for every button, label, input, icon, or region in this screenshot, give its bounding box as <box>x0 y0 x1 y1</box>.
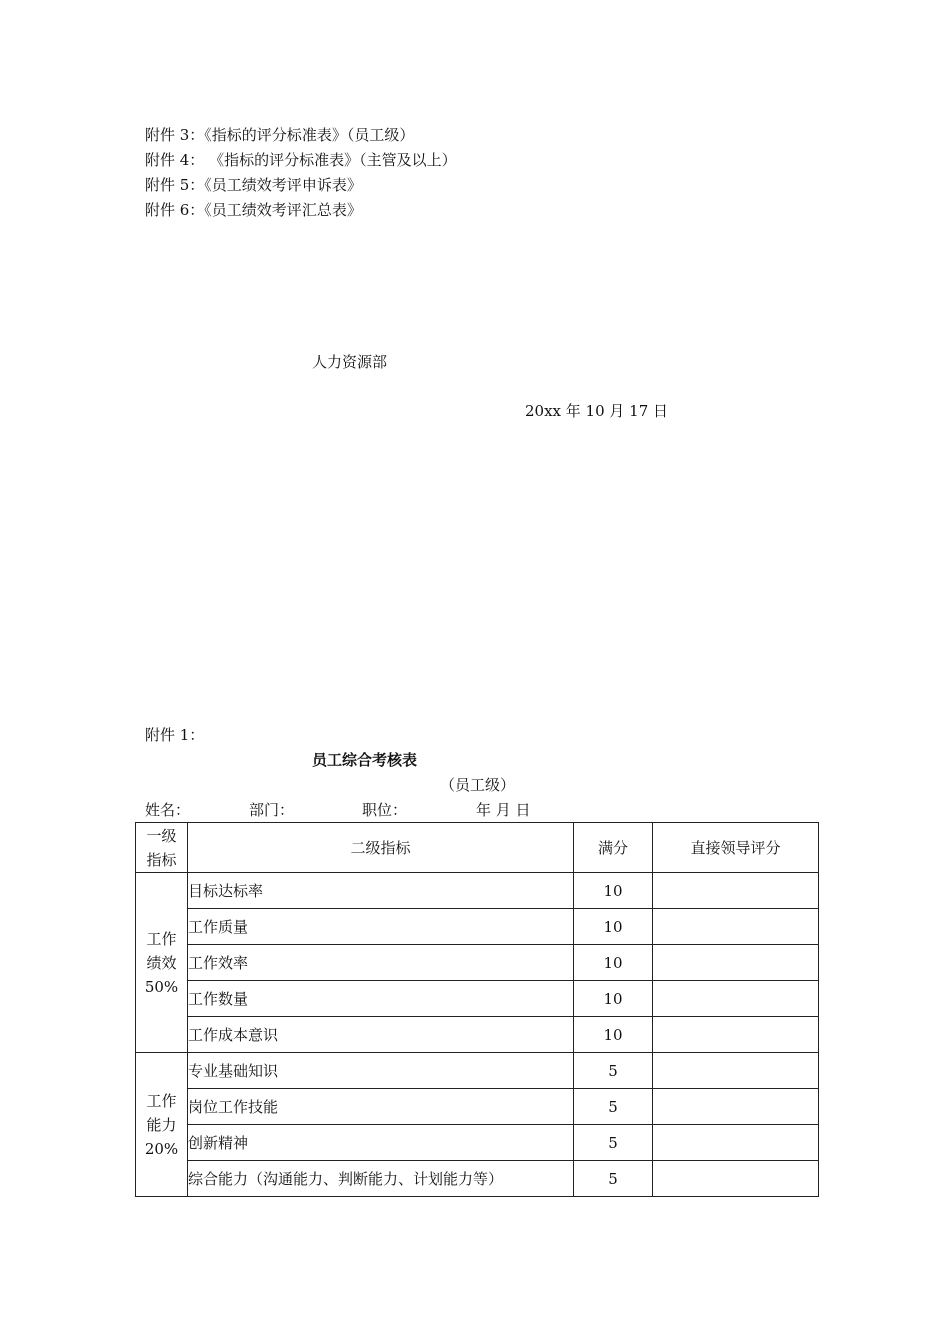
field-position-label: 职位： <box>362 801 408 819</box>
item-full-score: 5 <box>574 1125 653 1161</box>
group-performance-line1: 工作 <box>146 929 177 948</box>
signature-department: 人力资源部 <box>312 353 388 371</box>
item-label: 工作质量 <box>188 909 574 945</box>
header-supervisor-score: 直接领导评分 <box>653 823 819 873</box>
header-level2: 二级指标 <box>188 823 574 873</box>
item-rating-cell[interactable] <box>653 1053 819 1089</box>
table-row <box>136 981 819 1017</box>
item-full-score: 5 <box>574 1089 653 1125</box>
group-ability <box>136 1053 188 1197</box>
form-attachment-label: 附件 1： <box>145 726 205 744</box>
table-row <box>136 909 819 945</box>
item-label: 岗位工作技能 <box>188 1089 574 1125</box>
group-performance-line2: 绩效 <box>146 953 177 972</box>
header-level1-line2: 指标 <box>146 850 177 869</box>
group-performance <box>136 873 188 1053</box>
group-ability-weight: 20% <box>144 1139 179 1158</box>
item-full-score: 5 <box>574 1053 653 1089</box>
item-label: 专业基础知识 <box>188 1053 574 1089</box>
item-rating-cell[interactable] <box>653 1089 819 1125</box>
item-label: 工作数量 <box>188 981 574 1017</box>
table-row <box>136 1089 819 1125</box>
table-row <box>136 1017 819 1053</box>
attachment-4: 附件 4： 《指标的评分标准表》（主管及以上） <box>145 151 457 169</box>
item-rating-cell[interactable] <box>653 945 819 981</box>
item-rating-cell[interactable] <box>653 981 819 1017</box>
field-name-label: 姓名： <box>145 801 191 819</box>
group-ability-line2: 能力 <box>146 1115 177 1134</box>
form-subtitle: （员工级） <box>440 776 516 794</box>
item-label: 创新精神 <box>188 1125 574 1161</box>
item-rating-cell[interactable] <box>653 1017 819 1053</box>
signature-date: 20xx 年 10 月 17 日 <box>525 402 669 420</box>
item-full-score: 10 <box>574 945 653 981</box>
field-department-label: 部门： <box>249 801 295 819</box>
header-full-score: 满分 <box>574 823 653 873</box>
group-ability-line1: 工作 <box>146 1091 177 1110</box>
item-rating-cell[interactable] <box>653 909 819 945</box>
form-title: 员工综合考核表 <box>312 751 418 769</box>
attachment-6: 附件 6：《员工绩效考评汇总表》 <box>145 201 362 219</box>
item-full-score: 5 <box>574 1161 653 1197</box>
attachment-5: 附件 5：《员工绩效考评申诉表》 <box>145 176 362 194</box>
table-row <box>136 1053 819 1089</box>
header-level1-line1: 一级 <box>146 826 177 845</box>
item-rating-cell[interactable] <box>653 873 819 909</box>
field-date-label: 年 月 日 <box>476 801 531 819</box>
group-performance-weight: 50% <box>144 977 179 996</box>
attachment-3: 附件 3：《指标的评分标准表》（员工级） <box>145 126 415 144</box>
item-label: 工作效率 <box>188 945 574 981</box>
header-level1 <box>136 823 188 873</box>
item-rating-cell[interactable] <box>653 1161 819 1197</box>
item-label: 综合能力（沟通能力、判断能力、计划能力等） <box>188 1161 574 1197</box>
table-row <box>136 1125 819 1161</box>
item-label: 工作成本意识 <box>188 1017 574 1053</box>
item-label: 目标达标率 <box>188 873 574 909</box>
table-header-row <box>136 823 819 873</box>
item-full-score: 10 <box>574 1017 653 1053</box>
table-row <box>136 945 819 981</box>
item-full-score: 10 <box>574 981 653 1017</box>
item-full-score: 10 <box>574 909 653 945</box>
table-row <box>136 873 819 909</box>
evaluation-table <box>135 822 819 1197</box>
item-full-score: 10 <box>574 873 653 909</box>
item-rating-cell[interactable] <box>653 1125 819 1161</box>
table-row <box>136 1161 819 1197</box>
